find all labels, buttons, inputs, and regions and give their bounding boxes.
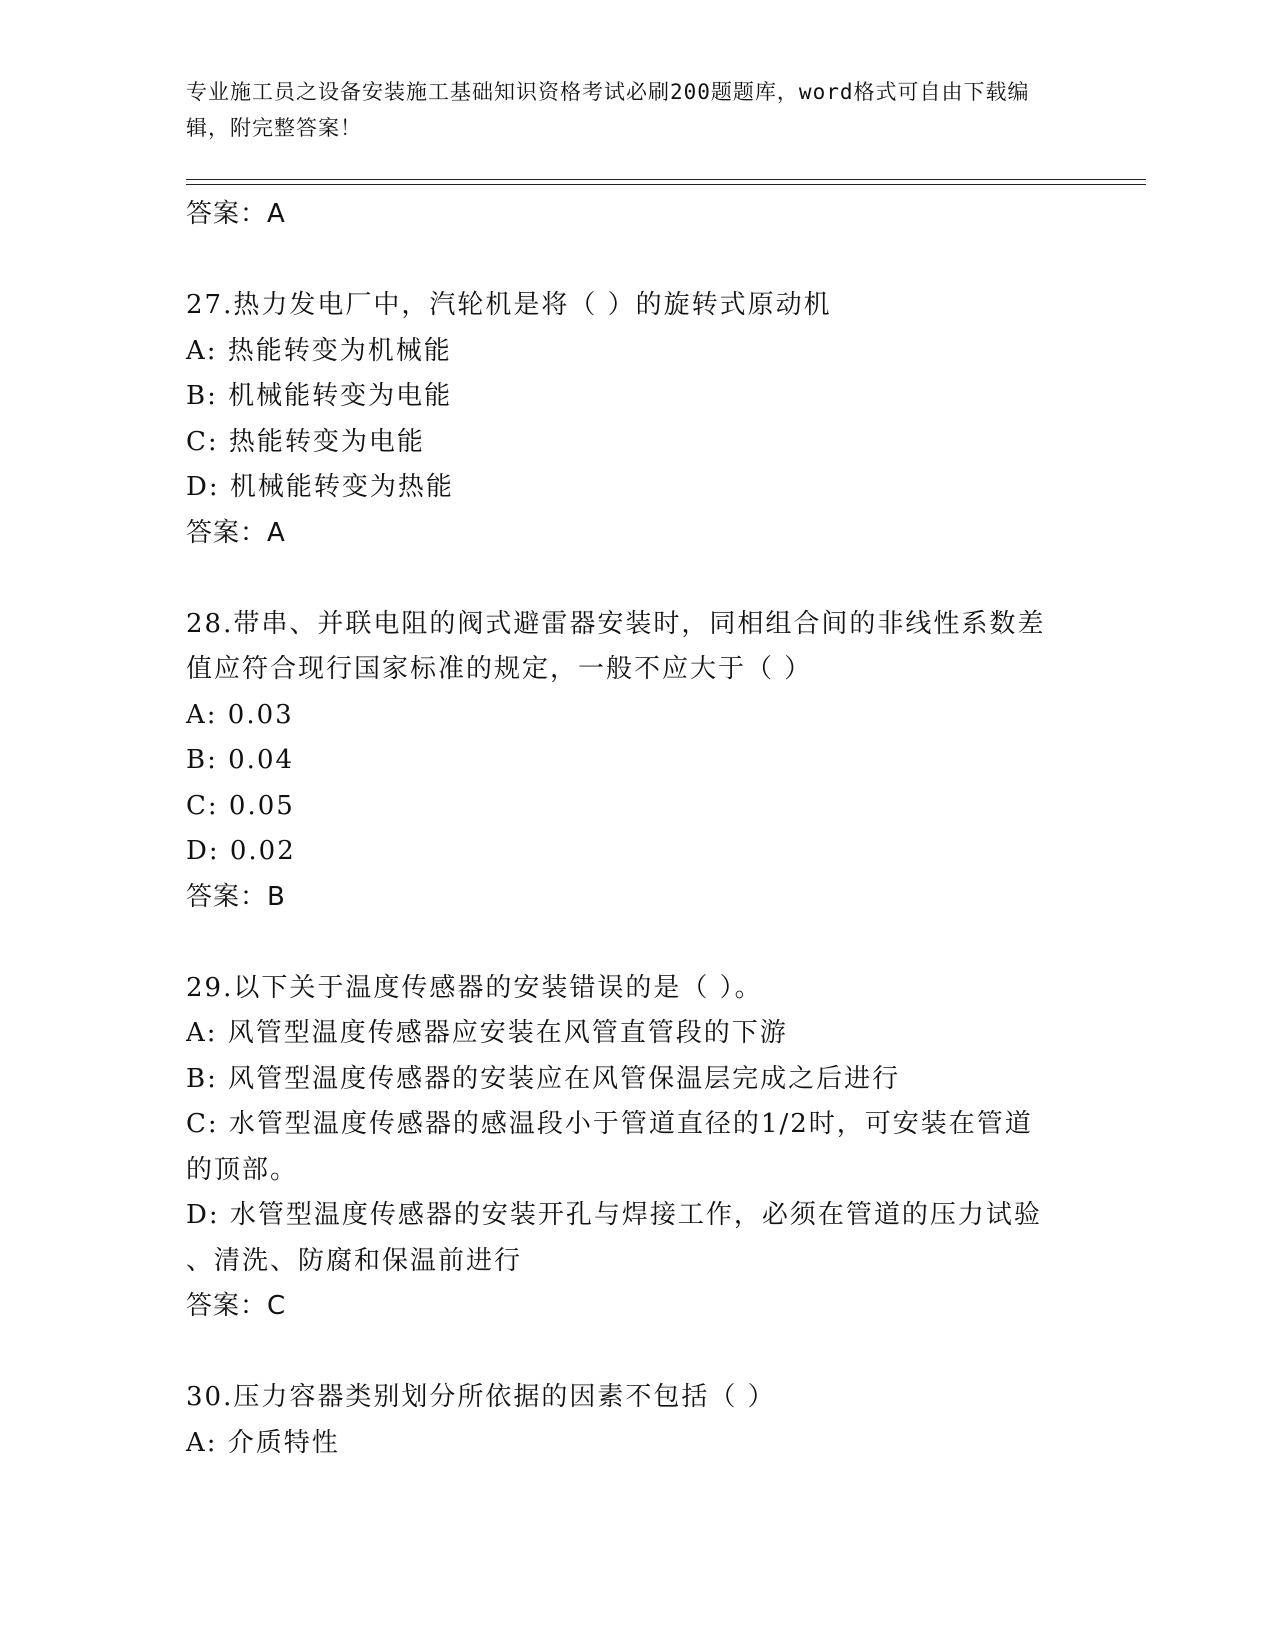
document-header (186, 74, 1066, 146)
option-c-line-1: C: 水管型温度传感器的感温段小于管道直径的1/2时，可安装在管道 (186, 1109, 1033, 1139)
question-stem: 29.以下关于温度传感器的安装错误的是（ ）。 (186, 972, 763, 1003)
answer-line: 答案：C (186, 1291, 287, 1321)
spacer (186, 556, 1066, 602)
question-stem-line-1: 28.带串、并联电阻的阀式避雷器安装时，同相组合间的非线性系数差 (186, 608, 1046, 639)
spacer (186, 920, 1066, 966)
option-c: C: 0.05 (186, 790, 295, 821)
option-d: D: 机械能转变为热能 (186, 472, 454, 502)
option-b: B: 0.04 (186, 745, 295, 775)
option-c-line-2: 的顶部。 (186, 1154, 299, 1185)
question-stem-line-2: 值应符合现行国家标准的规定，一般不应大于（ ） (186, 654, 813, 684)
answer-line: 答案：B (186, 881, 286, 912)
question-28 (186, 602, 1066, 921)
question-29 (186, 966, 1066, 1330)
header-divider-bottom (186, 184, 1146, 185)
question-stem: 27.热力发电厂中，汽轮机是将（ ）的旋转式原动机 (186, 290, 832, 320)
header-divider-top (186, 179, 1146, 180)
option-a: A: 介质特性 (186, 1427, 340, 1458)
option-c: C: 热能转变为电能 (186, 426, 425, 457)
option-a: A: 热能转变为机械能 (186, 335, 452, 366)
option-b: B: 机械能转变为电能 (186, 381, 453, 411)
question-27 (186, 283, 1066, 556)
option-a: A: 风管型温度传感器应安装在风管直管段的下游 (186, 1018, 788, 1048)
question-30 (186, 1375, 1066, 1466)
option-d-line-1: D: 水管型温度传感器的安装开孔与焊接工作，必须在管道的压力试验 (186, 1200, 1042, 1230)
spacer (186, 238, 1066, 284)
option-d: D: 0.02 (186, 836, 296, 866)
option-d-line-2: 、清洗、防腐和保温前进行 (186, 1245, 523, 1276)
spacer (186, 1330, 1066, 1376)
option-a: A: 0.03 (186, 699, 294, 730)
answer-line: 答案：A (186, 199, 286, 229)
question-list (186, 192, 1066, 1466)
answer-line: 答案：A (186, 517, 286, 548)
question-stem: 30.压力容器类别划分所依据的因素不包括（ ） (186, 1382, 776, 1412)
header-title: 专业施工员之设备安装施工基础知识资格考试必刷200题题库，word格式可自由下载编辑，附完整答案！ (186, 80, 1030, 140)
option-b: B: 风管型温度传感器的安装应在风管保温层完成之后进行 (186, 1063, 901, 1094)
